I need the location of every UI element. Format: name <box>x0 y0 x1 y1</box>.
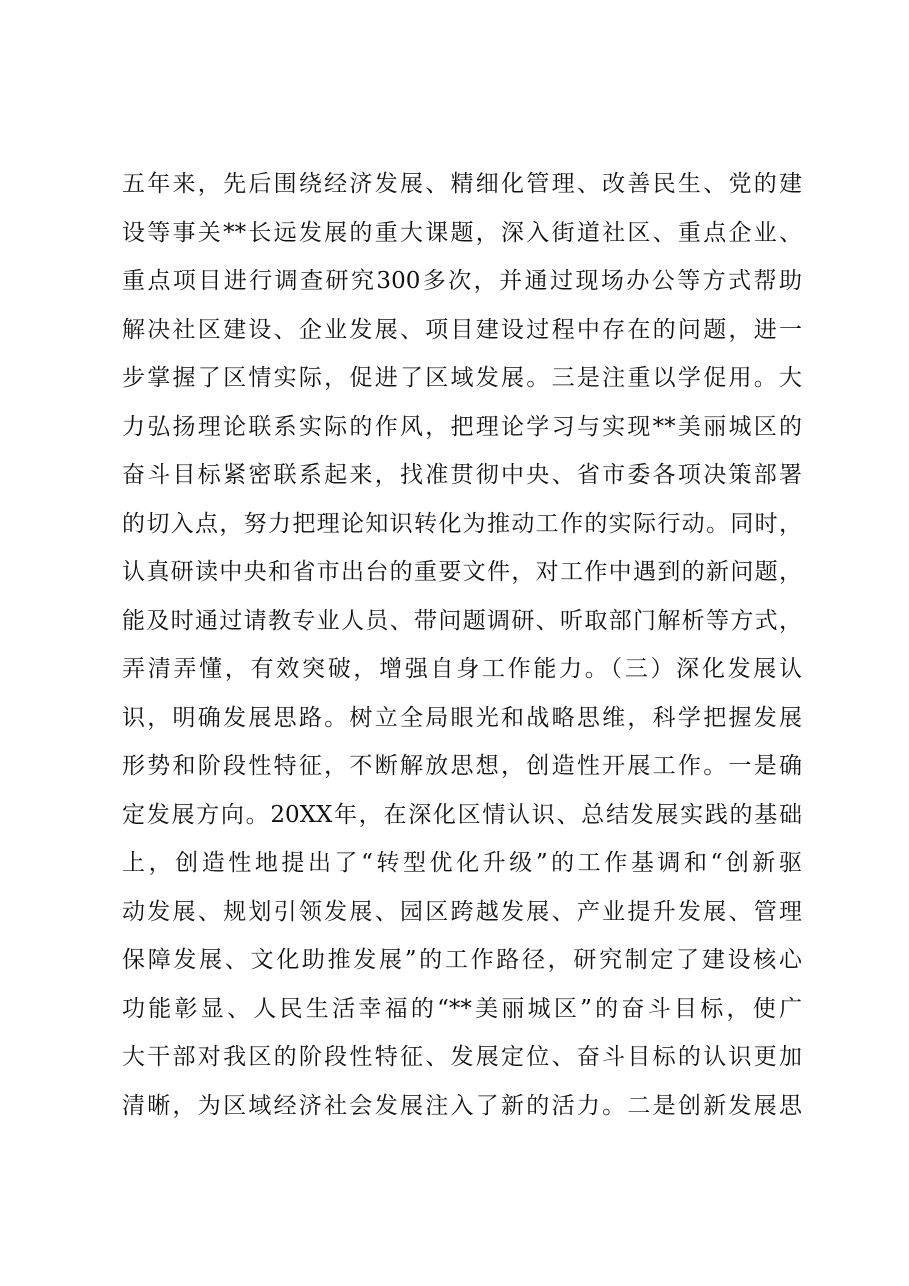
text-line: 认真研读中央和省市出台的重要文件，对工作中遇到的新问题， <box>122 559 802 585</box>
text-line: 识，明确发展思路。树立全局眼光和战略思维，科学把握发展 <box>122 704 802 731</box>
text-line: 重点项目进行调查研究300多次，并通过现场办公等方式帮助 <box>122 268 802 294</box>
text-line: 功能彰显、人民生活幸福的“**美丽城区”的奋斗目标，使广 <box>122 995 802 1022</box>
text-line: 保障发展、文化助推发展”的工作路径，研究制定了建设核心 <box>122 947 802 973</box>
text-line: 解决社区建设、企业发展、项目建设过程中存在的问题，进一 <box>122 316 802 343</box>
text-line: 定发展方向。20XX年，在深化区情认识、总结发展实践的基础 <box>122 801 802 828</box>
text-line: 弄清弄懂，有效突破，增强自身工作能力。（三）深化发展认 <box>122 656 802 682</box>
text-line: 清晰，为区域经济社会发展注入了新的活力。二是创新发展思 <box>122 1092 802 1119</box>
text-line: 能及时通过请教专业人员、带问题调研、听取部门解析等方式， <box>122 607 802 634</box>
text-line: 形势和阶段性特征，不断解放思想，创造性开展工作。一是确 <box>122 753 802 779</box>
text-line: 步掌握了区情实际，促进了区域发展。三是注重以学促用。大 <box>122 365 802 391</box>
text-line: 上，创造性地提出了“转型优化升级”的工作基调和“创新驱 <box>122 850 802 876</box>
text-line: 力弘扬理论联系实际的作风，把理论学习与实现**美丽城区的 <box>122 413 802 440</box>
text-line: 大干部对我区的阶段性特征、发展定位、奋斗目标的认识更加 <box>122 1044 802 1070</box>
text-line: 的切入点，努力把理论知识转化为推动工作的实际行动。同时， <box>122 510 802 537</box>
text-line: 奋斗目标紧密联系起来，找准贯彻中央、省市委各项决策部署 <box>122 462 802 488</box>
text-line: 五年来，先后围绕经济发展、精细化管理、改善民生、党的建 <box>122 171 802 197</box>
text-line: 设等事关**长远发展的重大课题，深入街道社区、重点企业、 <box>122 219 802 246</box>
text-line: 动发展、规划引领发展、园区跨越发展、产业提升发展、管理 <box>122 898 802 925</box>
body-text <box>122 160 802 1130</box>
